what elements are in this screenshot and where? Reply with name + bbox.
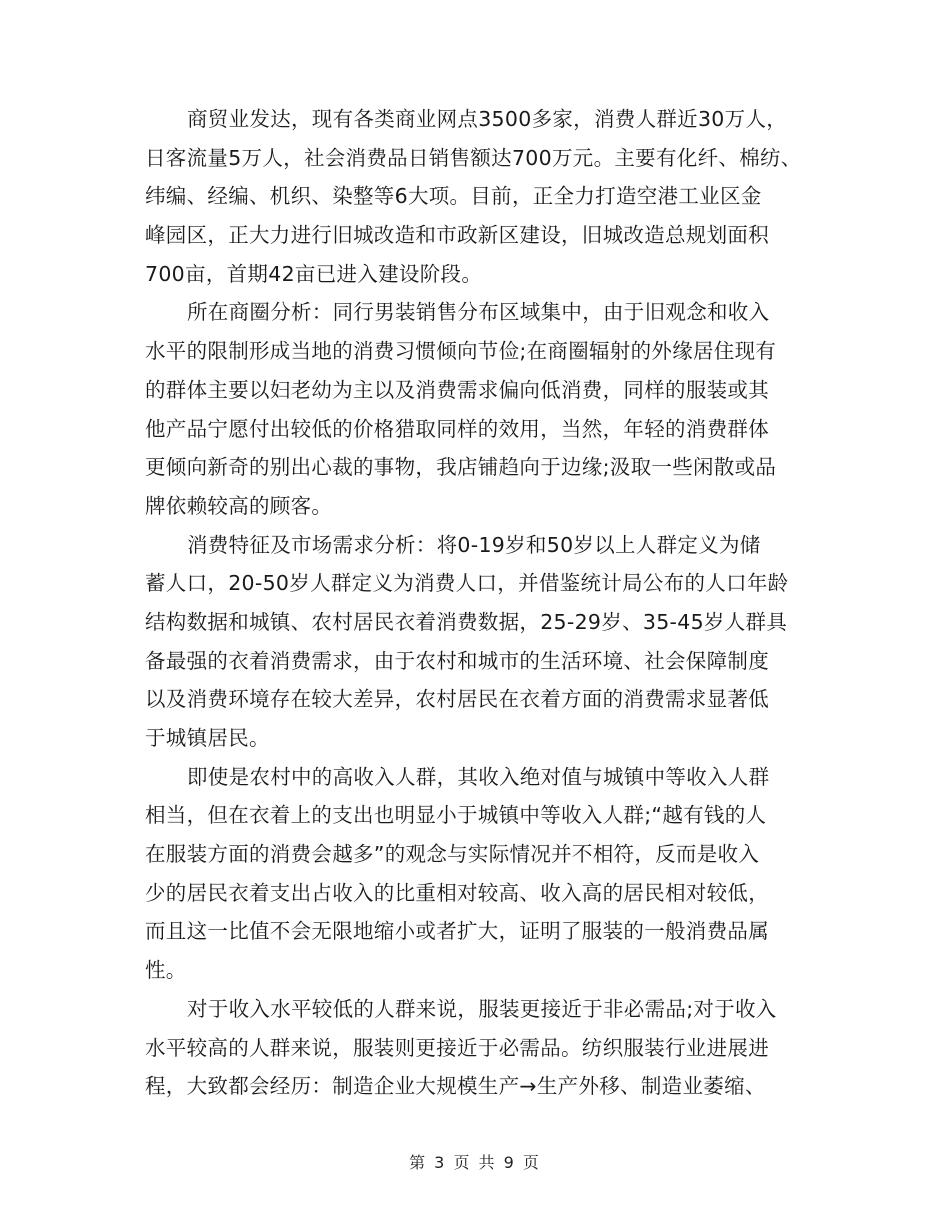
text-line: 在服装方面的消费会越多”的观念与实际情况并不相符，反而是收入: [145, 842, 760, 867]
text-line: 水平的限制形成当地的消费习惯倾向节俭;在商圈辐射的外缘居住现有: [145, 339, 777, 364]
text-line: 结构数据和城镇、农村居民衣着消费数据，25-29岁、35-45岁人群具: [145, 609, 788, 634]
text-line: 备最强的衣着消费需求，由于农村和城市的生活环境、社会保障制度: [145, 648, 769, 673]
text-line: 所在商圈分析：同行男装销售分布区域集中，由于旧观念和收入: [187, 300, 770, 325]
text-line: 水平较高的人群来说，服装则更接近于必需品。纺织服装行业进展进: [145, 1035, 769, 1060]
text-line: 而且这一比值不会无限地缩小或者扩大，证明了服装的一般消费品属: [145, 919, 769, 944]
text-line: 700亩，首期42亩已进入建设阶段。: [145, 261, 483, 286]
text-line: 相当，但在衣着上的支出也明显小于城镇中等收入人群;“越有钱的人: [145, 803, 767, 828]
text-line: 纬编、经编、机织、染整等6大项。目前，正全力打造空港工业区金: [145, 184, 762, 209]
text-line: 程，大致都会经历：制造企业大规模生产→生产外移、制造业萎缩、: [145, 1074, 766, 1099]
text-line: 日客流量5万人，社会消费品日销售额达700万元。主要有化纤、棉纺、: [145, 145, 802, 170]
text-line: 性。: [145, 958, 187, 983]
text-line: 消费特征及市场需求分析：将0-19岁和50岁以上人群定义为储: [187, 532, 761, 557]
text-line: 蓄人口，20-50岁人群定义为消费人口，并借鉴统计局公布的人口年龄: [145, 571, 789, 596]
text-line: 他产品宁愿付出较低的价格猎取同样的效用，当然，年轻的消费群体: [145, 416, 769, 441]
text-line: 商贸业发达，现有各类商业网点3500多家，消费人群近30万人，: [187, 107, 788, 131]
text-line: 牌依赖较高的顾客。: [145, 493, 333, 518]
document-body: [145, 100, 835, 1106]
text-line: 以及消费环境存在较大差异，农村居民在衣着方面的消费需求显著低: [145, 687, 769, 712]
text-line: 即使是农村中的高收入人群，其收入绝对值与城镇中等收入人群: [187, 764, 770, 789]
text-line: 的群体主要以妇老幼为主以及消费需求偏向低消费，同样的服装或其: [145, 377, 769, 402]
text-line: 更倾向新奇的别出心裁的事物，我店铺趋向于边缘;汲取一些闲散或品: [145, 455, 777, 480]
text-line: 对于收入水平较低的人群来说，服装更接近于非必需品;对于收入: [187, 996, 777, 1021]
text-line: 峰园区，正大力进行旧城改造和市政新区建设，旧城改造总规划面积: [145, 223, 769, 248]
text-line: 于城镇居民。: [145, 726, 270, 750]
text-line: 少的居民衣着支出占收入的比重相对较高、收入高的居民相对较低，: [145, 880, 769, 905]
page-number-footer: 第 3 页 共 9 页: [409, 1153, 541, 1172]
